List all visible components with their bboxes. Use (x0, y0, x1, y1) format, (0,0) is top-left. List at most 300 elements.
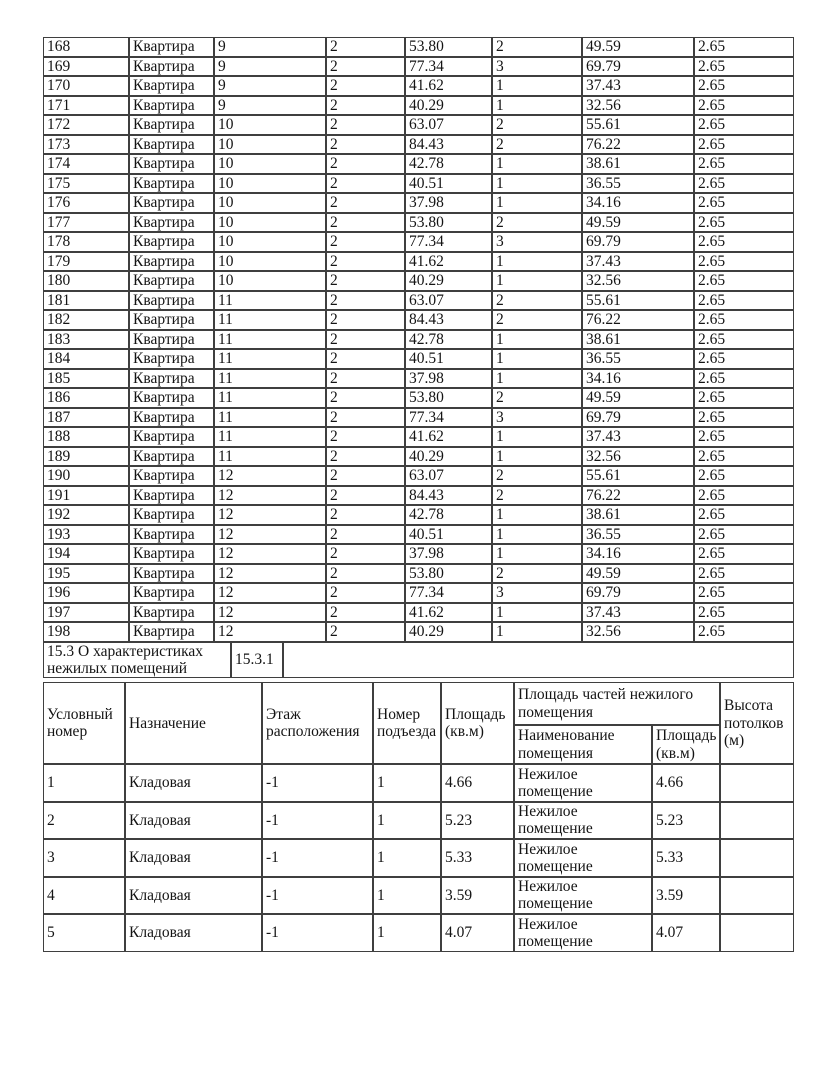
cell-living-area: 36.55 (582, 525, 694, 545)
cell-type: Квартира (129, 271, 214, 291)
cell-number: 5 (43, 914, 125, 952)
cell-ceiling-height (720, 839, 794, 877)
cell-total-area: 41.62 (405, 603, 492, 623)
cell-type: Квартира (129, 447, 214, 467)
cell-rooms: 1 (492, 447, 582, 467)
cell-number: 192 (43, 505, 129, 525)
cell-floor: 10 (214, 154, 326, 174)
cell-living-area: 49.59 (582, 388, 694, 408)
header-area: Площадь (кв.м) (441, 682, 514, 764)
cell-number: 172 (43, 115, 129, 135)
cell-living-area: 37.43 (582, 76, 694, 96)
cell-total-area: 40.51 (405, 174, 492, 194)
cell-floor: 10 (214, 252, 326, 272)
cell-floor: 9 (214, 57, 326, 77)
cell-number: 177 (43, 213, 129, 233)
cell-entrance: 2 (326, 76, 405, 96)
cell-rooms: 1 (492, 603, 582, 623)
cell-type: Квартира (129, 252, 214, 272)
cell-type: Квартира (129, 135, 214, 155)
header-ceiling-height: Высота потолков (м) (720, 682, 794, 764)
cell-living-area: 38.61 (582, 154, 694, 174)
cell-type: Квартира (129, 369, 214, 389)
cell-rooms: 1 (492, 193, 582, 213)
cell-ceiling-height (720, 802, 794, 840)
cell-number: 179 (43, 252, 129, 272)
apartment-row (43, 408, 794, 428)
cell-total-area: 41.62 (405, 252, 492, 272)
cell-type: Квартира (129, 213, 214, 233)
apartment-row (43, 349, 794, 369)
cell-part-area: 3.59 (652, 877, 720, 915)
apartment-row (43, 76, 794, 96)
cell-floor: -1 (262, 914, 373, 952)
storage-row (43, 839, 794, 877)
apartment-row (43, 154, 794, 174)
cell-ceiling-height: 2.65 (694, 330, 794, 350)
cell-ceiling-height: 2.65 (694, 193, 794, 213)
cell-type: Квартира (129, 37, 214, 57)
apartments-table (43, 37, 794, 642)
cell-entrance: 2 (326, 115, 405, 135)
cell-number: 189 (43, 447, 129, 467)
cell-number: 194 (43, 544, 129, 564)
cell-entrance: 2 (326, 213, 405, 233)
cell-floor: 12 (214, 603, 326, 623)
cell-number: 193 (43, 525, 129, 545)
cell-entrance: 2 (326, 271, 405, 291)
cell-total-area: 84.43 (405, 310, 492, 330)
cell-number: 184 (43, 349, 129, 369)
cell-living-area: 37.43 (582, 603, 694, 623)
cell-ceiling-height: 2.65 (694, 349, 794, 369)
cell-number: 180 (43, 271, 129, 291)
cell-total-area: 84.43 (405, 486, 492, 506)
cell-entrance: 2 (326, 349, 405, 369)
cell-type: Квартира (129, 388, 214, 408)
cell-number: 190 (43, 466, 129, 486)
cell-part-name: Нежилое помещение (514, 839, 652, 877)
cell-purpose: Кладовая (125, 764, 262, 802)
cell-rooms: 2 (492, 37, 582, 57)
cell-total-area: 40.51 (405, 525, 492, 545)
storage-row (43, 802, 794, 840)
cell-type: Квартира (129, 408, 214, 428)
cell-rooms: 1 (492, 330, 582, 350)
cell-living-area: 32.56 (582, 271, 694, 291)
cell-floor: -1 (262, 877, 373, 915)
storage-row (43, 914, 794, 952)
cell-total-area: 84.43 (405, 135, 492, 155)
document-page (43, 37, 794, 952)
cell-number: 191 (43, 486, 129, 506)
cell-rooms: 2 (492, 564, 582, 584)
cell-rooms: 1 (492, 369, 582, 389)
cell-total-area: 40.29 (405, 447, 492, 467)
apartment-row (43, 369, 794, 389)
cell-total-area: 40.29 (405, 622, 492, 642)
cell-number: 196 (43, 583, 129, 603)
apartment-row (43, 544, 794, 564)
cell-total-area: 40.29 (405, 271, 492, 291)
cell-type: Квартира (129, 96, 214, 116)
apartment-row (43, 505, 794, 525)
cell-part-area: 4.07 (652, 914, 720, 952)
cell-rooms: 1 (492, 525, 582, 545)
header-part-area: Площадь (кв.м) (652, 725, 720, 764)
cell-ceiling-height: 2.65 (694, 115, 794, 135)
cell-living-area: 49.59 (582, 37, 694, 57)
cell-living-area: 76.22 (582, 135, 694, 155)
cell-ceiling-height: 2.65 (694, 252, 794, 272)
cell-entrance: 2 (326, 447, 405, 467)
cell-type: Квартира (129, 330, 214, 350)
apartment-row (43, 232, 794, 252)
apartment-row (43, 583, 794, 603)
cell-part-area: 4.66 (652, 764, 720, 802)
cell-floor: 11 (214, 310, 326, 330)
cell-entrance: 2 (326, 583, 405, 603)
cell-number: 176 (43, 193, 129, 213)
cell-number: 185 (43, 369, 129, 389)
cell-ceiling-height: 2.65 (694, 466, 794, 486)
cell-living-area: 69.79 (582, 408, 694, 428)
cell-floor: 10 (214, 193, 326, 213)
cell-type: Квартира (129, 174, 214, 194)
cell-entrance: 2 (326, 622, 405, 642)
cell-area: 4.07 (441, 914, 514, 952)
cell-ceiling-height: 2.65 (694, 213, 794, 233)
cell-rooms: 3 (492, 232, 582, 252)
cell-part-name: Нежилое помещение (514, 764, 652, 802)
cell-ceiling-height: 2.65 (694, 76, 794, 96)
cell-floor: 9 (214, 76, 326, 96)
cell-ceiling-height: 2.65 (694, 427, 794, 447)
cell-living-area: 49.59 (582, 564, 694, 584)
cell-rooms: 1 (492, 252, 582, 272)
cell-entrance: 2 (326, 252, 405, 272)
cell-entrance: 2 (326, 486, 405, 506)
apartment-row (43, 174, 794, 194)
cell-living-area: 55.61 (582, 291, 694, 311)
cell-rooms: 2 (492, 291, 582, 311)
cell-part-name: Нежилое помещение (514, 877, 652, 915)
cell-number: 3 (43, 839, 125, 877)
cell-living-area: 69.79 (582, 583, 694, 603)
cell-ceiling-height: 2.65 (694, 447, 794, 467)
cell-entrance: 2 (326, 37, 405, 57)
cell-entrance: 2 (326, 369, 405, 389)
cell-floor: 11 (214, 330, 326, 350)
cell-ceiling-height (720, 914, 794, 952)
cell-living-area: 76.22 (582, 486, 694, 506)
cell-part-area: 5.23 (652, 802, 720, 840)
cell-number: 181 (43, 291, 129, 311)
apartment-row (43, 135, 794, 155)
cell-living-area: 76.22 (582, 310, 694, 330)
cell-entrance: 2 (326, 57, 405, 77)
cell-entrance: 2 (326, 310, 405, 330)
cell-entrance: 2 (326, 291, 405, 311)
cell-number: 182 (43, 310, 129, 330)
cell-entrance: 2 (326, 525, 405, 545)
apartment-row (43, 486, 794, 506)
cell-floor: 10 (214, 232, 326, 252)
cell-purpose: Кладовая (125, 839, 262, 877)
cell-rooms: 2 (492, 115, 582, 135)
cell-total-area: 53.80 (405, 37, 492, 57)
cell-number: 173 (43, 135, 129, 155)
cell-entrance: 2 (326, 544, 405, 564)
header-entrance-number: Номер подъезда (373, 682, 441, 764)
cell-number: 174 (43, 154, 129, 174)
cell-ceiling-height: 2.65 (694, 57, 794, 77)
cell-entrance: 1 (373, 914, 441, 952)
cell-total-area: 40.29 (405, 96, 492, 116)
cell-living-area: 37.43 (582, 252, 694, 272)
cell-rooms: 2 (492, 310, 582, 330)
cell-total-area: 42.78 (405, 505, 492, 525)
cell-floor: 10 (214, 213, 326, 233)
cell-total-area: 37.98 (405, 369, 492, 389)
cell-living-area: 55.61 (582, 115, 694, 135)
header-purpose: Назначение (125, 682, 262, 764)
cell-rooms: 2 (492, 135, 582, 155)
cell-rooms: 1 (492, 622, 582, 642)
cell-rooms: 2 (492, 388, 582, 408)
cell-rooms: 1 (492, 154, 582, 174)
cell-floor: 12 (214, 525, 326, 545)
cell-number: 198 (43, 622, 129, 642)
apartment-row (43, 96, 794, 116)
cell-entrance: 2 (326, 408, 405, 428)
cell-type: Квартира (129, 154, 214, 174)
apartment-row (43, 57, 794, 77)
section-strip (43, 642, 794, 679)
cell-floor: 11 (214, 369, 326, 389)
cell-total-area: 77.34 (405, 57, 492, 77)
cell-ceiling-height: 2.65 (694, 544, 794, 564)
cell-total-area: 41.62 (405, 76, 492, 96)
cell-floor: 12 (214, 622, 326, 642)
cell-living-area: 38.61 (582, 505, 694, 525)
cell-entrance: 2 (326, 505, 405, 525)
apartment-row (43, 115, 794, 135)
cell-number: 168 (43, 37, 129, 57)
cell-type: Квартира (129, 232, 214, 252)
cell-entrance: 2 (326, 154, 405, 174)
cell-total-area: 63.07 (405, 291, 492, 311)
cell-type: Квартира (129, 583, 214, 603)
storage-table-header (43, 682, 794, 764)
cell-purpose: Кладовая (125, 802, 262, 840)
cell-type: Квартира (129, 76, 214, 96)
cell-type: Квартира (129, 486, 214, 506)
cell-rooms: 1 (492, 349, 582, 369)
cell-ceiling-height (720, 764, 794, 802)
cell-total-area: 40.51 (405, 349, 492, 369)
cell-living-area: 36.55 (582, 349, 694, 369)
cell-type: Квартира (129, 505, 214, 525)
cell-type: Квартира (129, 115, 214, 135)
cell-entrance: 1 (373, 877, 441, 915)
apartment-row (43, 37, 794, 57)
apartment-row (43, 213, 794, 233)
cell-ceiling-height: 2.65 (694, 310, 794, 330)
section-code: 15.3.1 (231, 642, 283, 679)
storage-row (43, 764, 794, 802)
cell-total-area: 63.07 (405, 466, 492, 486)
cell-living-area: 34.16 (582, 369, 694, 389)
cell-ceiling-height: 2.65 (694, 583, 794, 603)
cell-ceiling-height: 2.65 (694, 271, 794, 291)
cell-total-area: 37.98 (405, 544, 492, 564)
header-parts-group: Площадь частей нежилого помещения (514, 682, 720, 725)
cell-area: 5.33 (441, 839, 514, 877)
cell-ceiling-height: 2.65 (694, 96, 794, 116)
cell-total-area: 42.78 (405, 330, 492, 350)
cell-entrance: 2 (326, 193, 405, 213)
cell-ceiling-height: 2.65 (694, 603, 794, 623)
cell-type: Квартира (129, 349, 214, 369)
cell-entrance: 2 (326, 232, 405, 252)
cell-number: 186 (43, 388, 129, 408)
apartment-row (43, 388, 794, 408)
cell-area: 5.23 (441, 802, 514, 840)
cell-number: 195 (43, 564, 129, 584)
apartment-row (43, 466, 794, 486)
cell-floor: -1 (262, 764, 373, 802)
cell-rooms: 1 (492, 505, 582, 525)
cell-number: 171 (43, 96, 129, 116)
cell-type: Квартира (129, 564, 214, 584)
cell-total-area: 53.80 (405, 564, 492, 584)
cell-number: 1 (43, 764, 125, 802)
cell-number: 169 (43, 57, 129, 77)
cell-ceiling-height: 2.65 (694, 232, 794, 252)
cell-part-area: 5.33 (652, 839, 720, 877)
cell-entrance: 2 (326, 466, 405, 486)
cell-floor: 11 (214, 427, 326, 447)
cell-ceiling-height: 2.65 (694, 622, 794, 642)
cell-living-area: 32.56 (582, 622, 694, 642)
cell-rooms: 1 (492, 427, 582, 447)
cell-floor: 11 (214, 291, 326, 311)
cell-rooms: 2 (492, 466, 582, 486)
cell-type: Квартира (129, 622, 214, 642)
cell-floor: 9 (214, 37, 326, 57)
apartment-row (43, 603, 794, 623)
cell-ceiling-height: 2.65 (694, 369, 794, 389)
cell-total-area: 42.78 (405, 154, 492, 174)
cell-ceiling-height: 2.65 (694, 525, 794, 545)
cell-rooms: 1 (492, 271, 582, 291)
cell-total-area: 53.80 (405, 213, 492, 233)
section-row (43, 642, 794, 679)
apartment-row (43, 525, 794, 545)
cell-ceiling-height: 2.65 (694, 174, 794, 194)
cell-living-area: 38.61 (582, 330, 694, 350)
cell-number: 2 (43, 802, 125, 840)
cell-type: Квартира (129, 193, 214, 213)
cell-part-name: Нежилое помещение (514, 914, 652, 952)
cell-number: 187 (43, 408, 129, 428)
cell-purpose: Кладовая (125, 877, 262, 915)
cell-ceiling-height (720, 877, 794, 915)
cell-number: 197 (43, 603, 129, 623)
apartment-row (43, 271, 794, 291)
cell-living-area: 34.16 (582, 544, 694, 564)
cell-total-area: 77.34 (405, 232, 492, 252)
cell-total-area: 77.34 (405, 583, 492, 603)
cell-entrance: 2 (326, 96, 405, 116)
cell-living-area: 55.61 (582, 466, 694, 486)
cell-entrance: 1 (373, 802, 441, 840)
cell-ceiling-height: 2.65 (694, 564, 794, 584)
cell-entrance: 2 (326, 135, 405, 155)
cell-number: 188 (43, 427, 129, 447)
apartment-row (43, 427, 794, 447)
cell-living-area: 69.79 (582, 57, 694, 77)
cell-living-area: 32.56 (582, 96, 694, 116)
cell-type: Квартира (129, 544, 214, 564)
cell-floor: 12 (214, 583, 326, 603)
cell-ceiling-height: 2.65 (694, 408, 794, 428)
cell-area: 4.66 (441, 764, 514, 802)
cell-entrance: 1 (373, 839, 441, 877)
cell-ceiling-height: 2.65 (694, 291, 794, 311)
cell-floor: 11 (214, 408, 326, 428)
cell-total-area: 41.62 (405, 427, 492, 447)
apartment-row (43, 252, 794, 272)
cell-floor: 12 (214, 505, 326, 525)
cell-number: 183 (43, 330, 129, 350)
cell-ceiling-height: 2.65 (694, 37, 794, 57)
cell-ceiling-height: 2.65 (694, 486, 794, 506)
cell-rooms: 3 (492, 583, 582, 603)
section-empty-cell (283, 642, 794, 679)
section-title: 15.3 О характеристиках нежилых помещений (43, 642, 231, 679)
cell-living-area: 36.55 (582, 174, 694, 194)
apartment-row (43, 291, 794, 311)
cell-entrance: 1 (373, 764, 441, 802)
cell-total-area: 77.34 (405, 408, 492, 428)
cell-rooms: 1 (492, 96, 582, 116)
cell-type: Квартира (129, 603, 214, 623)
cell-ceiling-height: 2.65 (694, 505, 794, 525)
cell-entrance: 2 (326, 603, 405, 623)
apartment-row (43, 330, 794, 350)
cell-floor: 10 (214, 271, 326, 291)
cell-type: Квартира (129, 57, 214, 77)
cell-rooms: 3 (492, 57, 582, 77)
cell-ceiling-height: 2.65 (694, 154, 794, 174)
cell-type: Квартира (129, 466, 214, 486)
cell-rooms: 3 (492, 408, 582, 428)
cell-number: 175 (43, 174, 129, 194)
storage-row (43, 877, 794, 915)
cell-rooms: 1 (492, 174, 582, 194)
cell-floor: 11 (214, 349, 326, 369)
apartment-row (43, 310, 794, 330)
cell-rooms: 1 (492, 544, 582, 564)
cell-floor: 12 (214, 564, 326, 584)
cell-floor: 10 (214, 115, 326, 135)
cell-purpose: Кладовая (125, 914, 262, 952)
cell-rooms: 2 (492, 213, 582, 233)
cell-entrance: 2 (326, 427, 405, 447)
cell-living-area: 32.56 (582, 447, 694, 467)
